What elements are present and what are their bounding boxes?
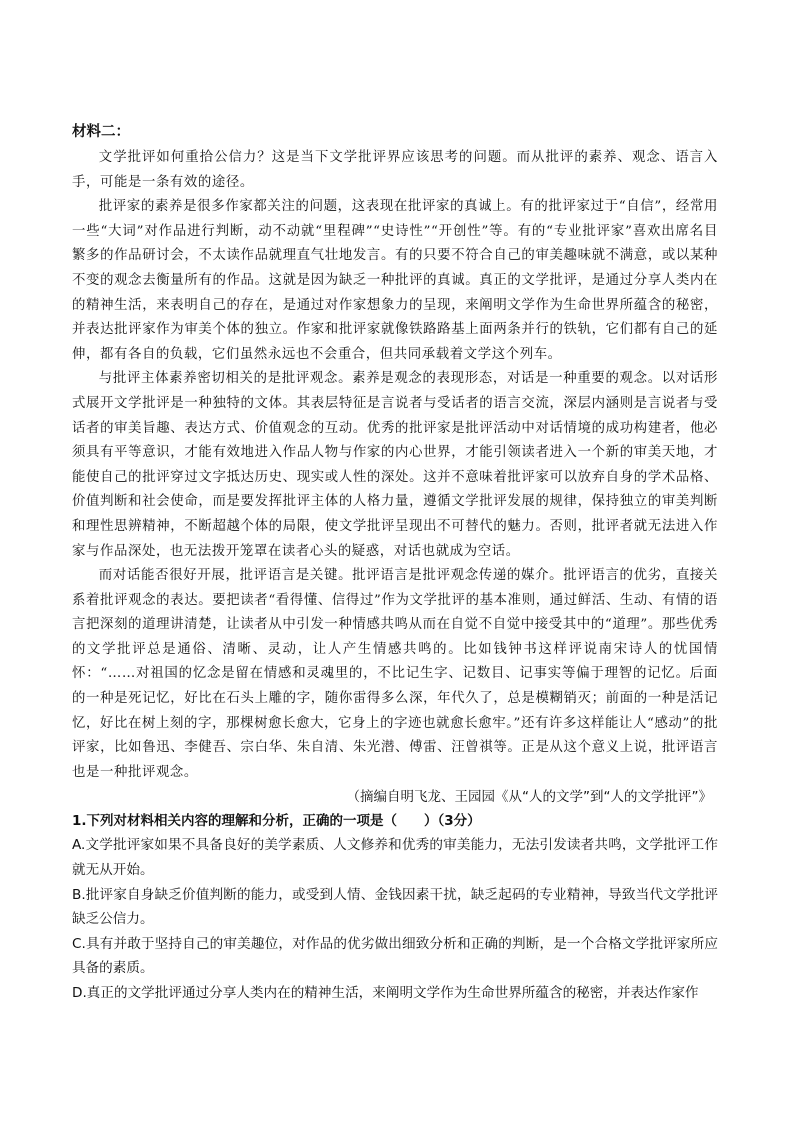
option-a: A.文学批评家如果不具备良好的美学素质、人文修养和优秀的审美能力，无法引发读者共鸣，文学批评工作就无从开始。 [72,837,718,879]
source-citation: （摘编自明飞龙、王园园《从“人的文学”到“人的文学批评”》 [346,789,712,806]
material-paragraph-3: 与批评主体素养密切相关的是批评观念。素养是观念的表现形态，对话是一种重要的观念。以对话形式展开文学批评是一种独特的文体。其表层特征是言说者与受话者的语言交流，深层内涵则是言说者与受话者的审美旨趣、表达方式、价值观念的互动。优秀的批评家是批评活动中对话情境的成功构建者，他必须具有平等意识，才能有效地进入作品人物与作家的内心世界，才能引领读者进入一个新的审美天地，才能使自己的批评穿过文字抵达历史、现实或人性的深处。这并不意味着批评家可以放弃自身的学术品格、价值判断和社会使命，而是要发挥批评主体的人格力量，遵循文学批评发展的规律，保持独立的审美判断和理性思辨精神，不断超越个体的局限，使文学批评呈现出不可替代的魅力。否则，批评者就无法进入作家与作品深处，也无法拨开笼罩在读者心头的疑惑，对话也就成为空话。 [72,371,718,559]
material-paragraph-4: 而对话能否很好开展，批评语言是关键。批评语言是批评观念传递的媒介。批评语言的优劣，直接关系着批评观念的表达。要把读者“看得懂、信得过”作为文学批评的基本准则，通过鲜活、生动、有情的语言把深刻的道理讲清楚，让读者从中引发一种情感共鸣从而在自觉不自觉中接受其中的“道理”。那些优秀的文学批评总是通俗、清晰、灵动，让人产生情感共鸣的。比如钱钟书这样评说南宋诗人的忧国情怀：“……对祖国的忆念是留在情感和灵魂里的，不比记生字、记数目、记事实等偏于理智的记忆。后面的一种是死记忆，好比在石头上雕的字，随你雷得多么深，年代久了，总是模糊销灭；前面的一种是活记忆，好比在树上刻的字，那棵树愈长愈大，它身上的字迹也就愈长愈牢。”还有许多这样能让人“感动”的批评家，比如鲁迅、李健吾、宗白华、朱自清、朱光潜、傅雷、汪曾祺等。正是从这个意义上说，批评语言也是一种批评观念。 [72,568,718,780]
option-b: B.批评家自身缺乏价值判断的能力，或受到人情、金钱因素干扰，缺乏起码的专业精神，导致当代文学批评缺乏公信力。 [72,886,718,928]
option-d: D.真正的文学批评通过分享人类内在的精神生活，来阐明文学作为生命世界所蕴含的秘密，并表达作家作 [72,985,699,1001]
option-c: C.具有并敢于坚持自己的审美趣位，对作品的优劣做出细致分析和正确的判断，是一个合格文学批评家所应具备的素质。 [72,935,718,977]
material-paragraph-2: 批评家的素养是很多作家都关注的问题，这表现在批评家的真诚上。有的批评家过于“自信”，经常用一些“大词”对作品进行判断，动不动就“里程碑”“史诗性”“开创性”等。有的“专业批评家”喜欢出席名目繁多的作品研讨会，不太读作品就理直气壮地发言。有的只要不符合自己的审美趣味就不满意，或以某种不变的观念去衡量所有的作品。这就是因为缺乏一种批评的真诚。真正的文学批评，是通过分享人类内在的精神生活，来表明自己的存在，是通过对作家想象力的呈现，来阐明文学作为生命世界所蕴含的秘密，并表达批评家作为审美个体的独立。作家和批评家就像铁路路基上面两条并行的铁轨，它们都有自己的延伸，都有各自的负载，它们虽然永远也不会重合，但共同承载着文学这个列车。 [72,199,718,362]
question-stem: 1.下列对材料相关内容的理解和分析，正确的一项是（ ）（3分） [72,813,481,830]
material-heading: 材料二： [72,123,130,140]
material-paragraph-1: 文学批评如何重拾公信力？这是当下文学批评界应该思考的问题。而从批评的素养、观念、语言入手，可能是一条有效的途径。 [72,150,718,190]
